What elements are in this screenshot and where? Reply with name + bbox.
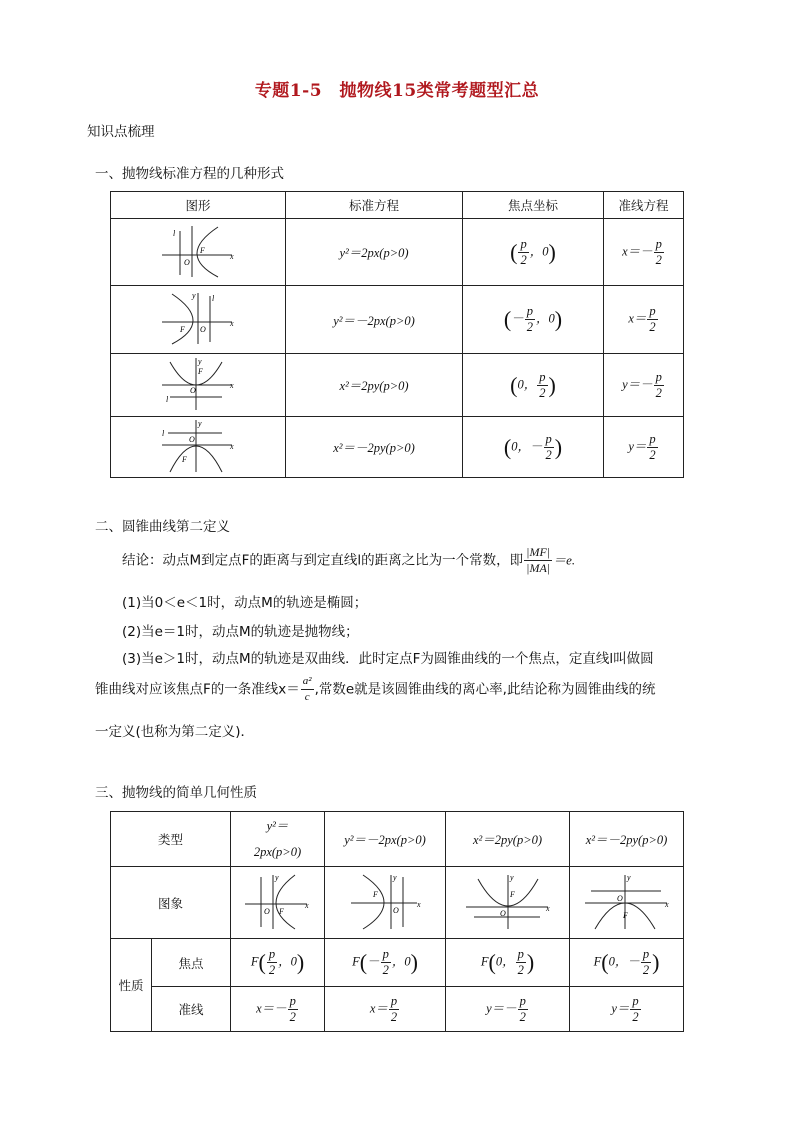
directrix-cell: y＝－ $\frac{p}{2}$ — [604, 354, 684, 417]
section-three-heading: 三、抛物线的简单几何性质 — [95, 785, 257, 801]
svg-text:x: x — [230, 380, 234, 390]
parabola-right-graph — [158, 223, 238, 279]
svg-text:l: l — [162, 428, 165, 438]
svg-text:y: y — [626, 873, 631, 882]
geometry-properties-table — [110, 811, 684, 1032]
type-col1-line1: y²＝ — [266, 819, 289, 833]
table-row — [111, 219, 684, 286]
equation-cell: x²＝2py(p>0) — [286, 354, 463, 417]
type-col2: y²＝－2px(p>0) — [325, 812, 446, 867]
section-two-heading: 二、圆锥曲线第二定义 — [95, 519, 230, 535]
graph-cell — [570, 867, 684, 939]
directrix-cell: x＝－ $\frac{p}{2}$ — [604, 219, 684, 286]
parabola-left-graph — [345, 871, 425, 931]
standard-equation-table — [110, 191, 684, 478]
directrix-cell: x＝ $\frac{p}{2}$ — [604, 286, 684, 354]
svg-text:F: F — [278, 907, 284, 916]
conclusion-text: 结论：动点M到定点F的距离与到定直线l的距离之比为一个常数，即 — [122, 552, 524, 569]
focus-cell: F(0，－ $\frac{p}{2}$ ) — [570, 939, 684, 987]
focus-cell: F( $\frac{p}{2}$ ，0) — [231, 939, 325, 987]
parabola-left-graph — [158, 290, 238, 346]
svg-text:y: y — [198, 418, 202, 428]
header-graph: 图形 — [111, 192, 286, 219]
svg-text:O: O — [189, 434, 195, 444]
svg-text:O: O — [499, 909, 506, 918]
graph-cell — [111, 417, 286, 478]
header-equation: 标准方程 — [286, 192, 463, 219]
focus-cell: (0， $\frac{p}{2}$ ) — [463, 354, 604, 417]
directrix-cell: x＝－ $\frac{p}{2}$ — [231, 987, 325, 1032]
svg-text:l: l — [212, 294, 215, 303]
svg-text:O: O — [190, 385, 196, 395]
directrix-cell: y＝ $\frac{p}{2}$ — [604, 417, 684, 478]
focus-label: 焦点 — [152, 939, 231, 987]
focus-cell: (0，－ $\frac{p}{2}$ ) — [463, 417, 604, 478]
directrix-cell: y＝－ $\frac{p}{2}$ — [446, 987, 570, 1032]
svg-text:y: y — [509, 873, 514, 882]
parabola-down-graph — [579, 871, 675, 931]
svg-text:F: F — [200, 245, 205, 255]
equation-cell: x²＝－2py(p>0) — [286, 417, 463, 478]
svg-text:F: F — [622, 911, 628, 920]
svg-text:O: O — [263, 907, 270, 916]
unified-definition: 一定义(也称为第二定义)． — [95, 724, 255, 740]
svg-text:x: x — [545, 904, 550, 913]
svg-text:F: F — [198, 366, 203, 376]
section-one-heading: 一、抛物线标准方程的几种形式 — [95, 166, 284, 182]
svg-text:F: F — [509, 890, 515, 899]
svg-text:x: x — [230, 319, 234, 328]
focus-cell: (－ $\frac{p}{2}$ ，0) — [463, 286, 604, 354]
svg-text:x: x — [417, 900, 421, 909]
directrix-cell: x＝ $\frac{p}{2}$ — [325, 987, 446, 1032]
type-label: 类型 — [111, 812, 231, 867]
graph-cell — [111, 354, 286, 417]
eccentricity-text: ,常数e就是该圆锥曲线的离心率,此结论称为圆锥曲线的统 — [314, 681, 656, 698]
c-denominator: c — [304, 691, 310, 703]
parabola-up-graph — [158, 356, 238, 412]
parabola-down-graph — [158, 418, 238, 474]
table-row — [111, 354, 684, 417]
svg-text:x: x — [230, 441, 234, 451]
svg-text:y: y — [274, 873, 279, 882]
svg-text:O: O — [393, 906, 399, 915]
table-row — [111, 286, 684, 354]
svg-text:F: F — [182, 454, 187, 464]
page-title: 专题1-5 抛物线15类常考题型汇总 — [254, 81, 540, 101]
header-focus: 焦点坐标 — [463, 192, 604, 219]
directrix-cell: y＝ $\frac{p}{2}$ — [570, 987, 684, 1032]
section-knowledge-heading: 知识点梳理 — [87, 124, 155, 140]
graph-cell — [111, 219, 286, 286]
ratio-denominator: |MA| — [526, 561, 551, 575]
svg-text:l: l — [173, 228, 176, 238]
svg-text:O: O — [200, 325, 206, 334]
graph-cell — [446, 867, 570, 939]
svg-text:y: y — [393, 873, 397, 882]
item-parabola: (2)当e＝1时，动点M的轨迹是抛物线； — [122, 624, 359, 640]
svg-text:F: F — [373, 890, 378, 899]
svg-text:F: F — [180, 325, 185, 334]
type-col3: x²＝2py(p>0) — [446, 812, 570, 867]
svg-text:O: O — [184, 257, 190, 267]
ratio-numerator: |MF| — [526, 545, 551, 559]
directrix-label: 准线 — [152, 987, 231, 1032]
graph-cell — [325, 867, 446, 939]
ratio-tail: ＝e. — [553, 552, 576, 568]
item-ellipse: (1)当0＜e＜1时，动点M的轨迹是椭圆； — [122, 595, 368, 611]
svg-text:x: x — [664, 900, 669, 909]
property-label: 性质 — [111, 939, 152, 1032]
focus-cell: F(－ $\frac{p}{2}$ ，0) — [325, 939, 446, 987]
type-col4: x²＝－2py(p>0) — [570, 812, 684, 867]
type-col1 — [231, 812, 325, 867]
parabola-up-graph — [460, 871, 556, 931]
svg-text:y: y — [192, 291, 196, 300]
graph-cell — [111, 286, 286, 354]
svg-text:x: x — [230, 251, 234, 261]
a-squared: a² — [301, 674, 314, 690]
focus-cell: ( $\frac{p}{2}$ ，0) — [463, 219, 604, 286]
type-col1-line2: 2px(p>0) — [253, 845, 302, 859]
header-directrix: 准线方程 — [604, 192, 684, 219]
directrix-line — [95, 674, 655, 705]
svg-text:y: y — [198, 356, 202, 366]
graph-cell — [231, 867, 325, 939]
conclusion-line — [122, 545, 575, 576]
item-hyperbola: (3)当e＞1时，动点M的轨迹是双曲线．此时定点F为圆锥曲线的一个焦点，定直线l叫做圆 — [122, 651, 654, 667]
table-row — [111, 417, 684, 478]
svg-text:l: l — [166, 394, 169, 404]
svg-text:O: O — [616, 894, 623, 903]
parabola-right-graph — [243, 871, 313, 931]
graph-label: 图象 — [111, 867, 231, 939]
svg-text:x: x — [304, 901, 309, 910]
equation-cell: y²＝2px(p>0) — [286, 219, 463, 286]
directrix-text: 锥曲线对应该焦点F的一条准线x＝ — [95, 681, 300, 698]
equation-cell: y²＝－2px(p>0) — [286, 286, 463, 354]
focus-cell: F(0， $\frac{p}{2}$ ) — [446, 939, 570, 987]
